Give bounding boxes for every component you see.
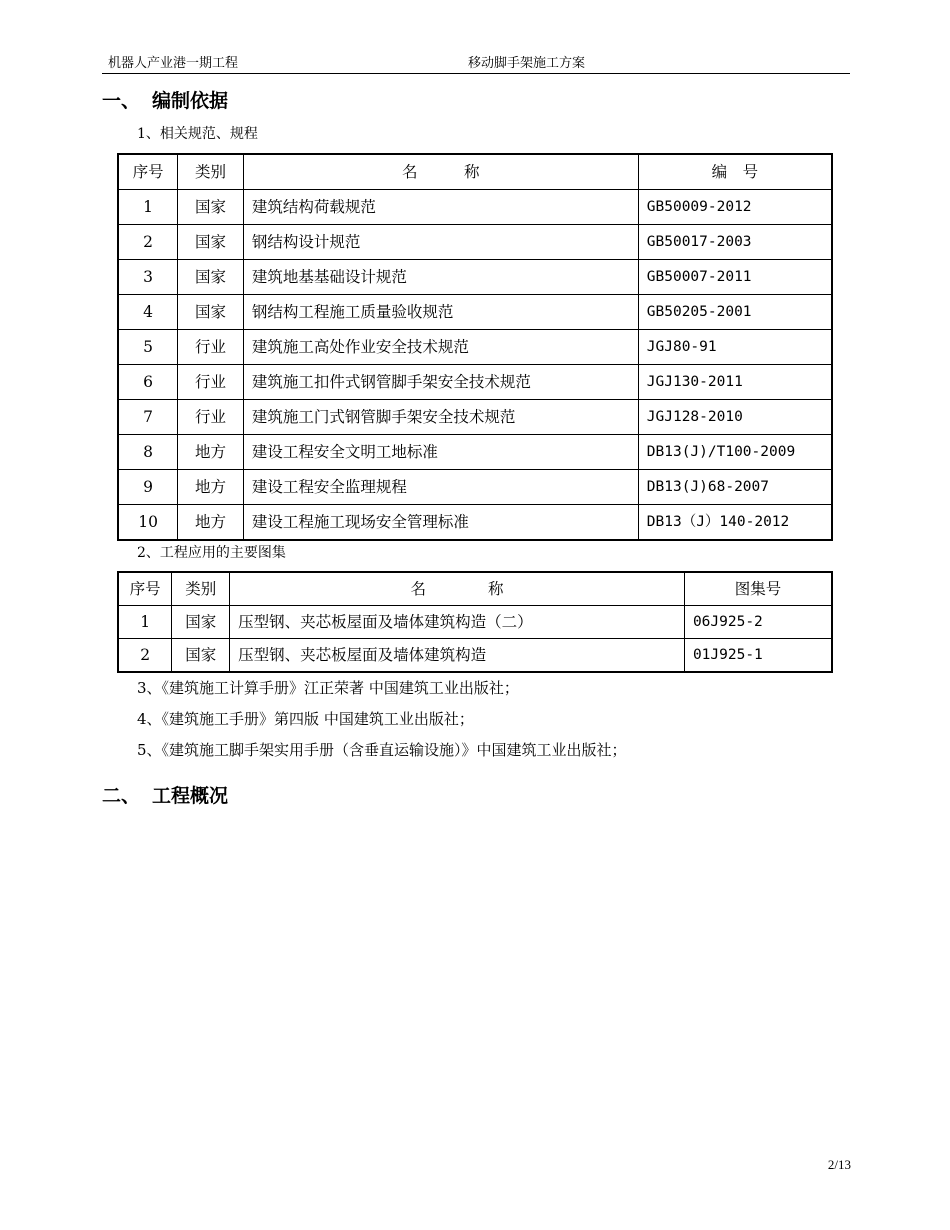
table-row — [118, 225, 832, 260]
header-cell: 序号 — [118, 572, 172, 606]
reference-item: 5、《建筑施工脚手架实用手册（含垂直运输设施）》中国建筑工业出版社； — [137, 741, 627, 759]
header-cell: 名 称 — [243, 154, 638, 190]
row-number: 3 — [118, 260, 178, 295]
reference-item: 3、《建筑施工计算手册》江正荣著 中国建筑工业出版社； — [137, 679, 519, 697]
row-code: 06J925-2 — [684, 606, 832, 639]
table-row — [118, 435, 832, 470]
table-row — [118, 295, 832, 330]
header-cell: 编 号 — [638, 154, 832, 190]
row-number: 6 — [118, 365, 178, 400]
row-name: 压型钢、夹芯板屋面及墙体建筑构造 — [230, 639, 685, 673]
row-name: 建筑结构荷载规范 — [243, 190, 638, 225]
header-cell: 类别 — [178, 154, 244, 190]
section-heading-2 — [102, 784, 228, 808]
table-row — [118, 639, 832, 673]
table-row — [118, 470, 832, 505]
row-number: 1 — [118, 606, 172, 639]
row-code: 01J925-1 — [684, 639, 832, 673]
table-row — [118, 330, 832, 365]
row-number: 2 — [118, 639, 172, 673]
row-category: 国家 — [178, 225, 244, 260]
row-name: 钢结构工程施工质量验收规范 — [243, 295, 638, 330]
row-name: 建筑施工门式钢管脚手架安全技术规范 — [243, 400, 638, 435]
row-name: 建设工程施工现场安全管理标准 — [243, 505, 638, 541]
table-row — [118, 505, 832, 541]
row-category: 国家 — [172, 639, 230, 673]
row-name: 建筑施工扣件式钢管脚手架安全技术规范 — [243, 365, 638, 400]
row-code: DB13(J)68-2007 — [638, 470, 832, 505]
row-number: 5 — [118, 330, 178, 365]
row-category: 国家 — [178, 260, 244, 295]
standards-table — [117, 153, 833, 541]
row-number: 10 — [118, 505, 178, 541]
row-number: 7 — [118, 400, 178, 435]
section-heading-1 — [102, 89, 228, 113]
row-name: 压型钢、夹芯板屋面及墙体建筑构造（二） — [230, 606, 685, 639]
row-code: GB50009-2012 — [638, 190, 832, 225]
reference-item: 4、《建筑施工手册》第四版 中国建筑工业出版社； — [137, 710, 474, 728]
table-row — [118, 400, 832, 435]
row-category: 地方 — [178, 435, 244, 470]
row-category: 行业 — [178, 365, 244, 400]
row-code: GB50017-2003 — [638, 225, 832, 260]
row-category: 国家 — [178, 190, 244, 225]
row-code: JGJ128-2010 — [638, 400, 832, 435]
header-cell: 图集号 — [684, 572, 832, 606]
row-name: 建设工程安全文明工地标准 — [243, 435, 638, 470]
row-name: 建筑地基基础设计规范 — [243, 260, 638, 295]
subheading-standards: 1、相关规范、规程 — [137, 126, 258, 142]
table-row — [118, 190, 832, 225]
row-code: JGJ80-91 — [638, 330, 832, 365]
table-row — [118, 606, 832, 639]
row-code: GB50205-2001 — [638, 295, 832, 330]
header-project-name: 机器人产业港一期工程 — [108, 56, 239, 71]
row-number: 9 — [118, 470, 178, 505]
header-document-title: 移动脚手架施工方案 — [468, 56, 586, 71]
section-number: 二、 — [102, 785, 141, 807]
atlas-table — [117, 571, 833, 673]
section-title: 编制依据 — [152, 90, 229, 112]
row-code: GB50007-2011 — [638, 260, 832, 295]
row-number: 4 — [118, 295, 178, 330]
table-row — [118, 365, 832, 400]
row-number: 8 — [118, 435, 178, 470]
row-category: 国家 — [172, 606, 230, 639]
section-number: 一、 — [102, 90, 141, 112]
row-category: 地方 — [178, 470, 244, 505]
subheading-atlases: 2、工程应用的主要图集 — [137, 545, 286, 561]
section-title: 工程概况 — [152, 785, 229, 807]
table-header-row — [118, 154, 832, 190]
table-header-row — [118, 572, 832, 606]
header-cell: 类别 — [172, 572, 230, 606]
header-cell: 序号 — [118, 154, 178, 190]
row-name: 建设工程安全监理规程 — [243, 470, 638, 505]
row-category: 行业 — [178, 330, 244, 365]
row-number: 2 — [118, 225, 178, 260]
row-category: 行业 — [178, 400, 244, 435]
row-code: JGJ130-2011 — [638, 365, 832, 400]
row-code: DB13(J)/T100-2009 — [638, 435, 832, 470]
row-code: DB13（J）140-2012 — [638, 505, 832, 541]
row-category: 国家 — [178, 295, 244, 330]
header-cell: 名 称 — [230, 572, 685, 606]
row-name: 建筑施工高处作业安全技术规范 — [243, 330, 638, 365]
page-number: 2/13 — [827, 1157, 851, 1172]
table-row — [118, 260, 832, 295]
row-name: 钢结构设计规范 — [243, 225, 638, 260]
row-number: 1 — [118, 190, 178, 225]
page-header — [102, 54, 850, 74]
row-category: 地方 — [178, 505, 244, 541]
